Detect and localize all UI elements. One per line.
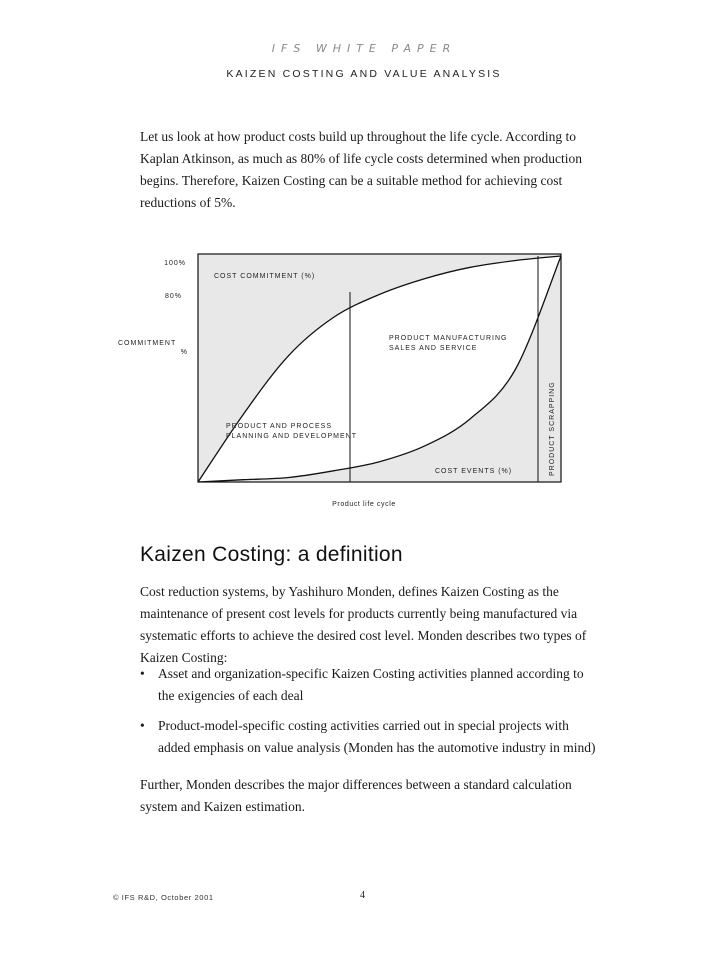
label-planning-line2: PLANNING AND DEVELOPMENT <box>226 433 357 440</box>
life-cycle-chart <box>118 244 588 514</box>
label-manufacturing-line1: PRODUCT MANUFACTURING <box>389 335 508 342</box>
page-number: 4 <box>360 890 365 901</box>
list-item <box>140 715 600 759</box>
x-axis-label: Product life cycle <box>332 501 396 508</box>
label-product-scrapping: PRODUCT SCRAPPING <box>549 381 556 476</box>
y-tick-80: 80% <box>164 293 182 300</box>
y-axis-label-line2: % <box>180 349 188 356</box>
label-planning-line1: PRODUCT AND PROCESS <box>226 423 332 430</box>
y-tick-100: 100% <box>164 260 186 267</box>
label-cost-events: COST EVENTS (%) <box>435 468 513 475</box>
y-axis-label-line1: COMMITMENT <box>118 340 177 347</box>
footer-copyright: © IFS R&D, October 2001 <box>113 893 214 902</box>
intro-paragraph: Let us look at how product costs build up throughout the life cycle. According to Kaplan Atkinson, as much as 80% of life cycle costs determined when production begins. Therefore, Kaizen Costing can be a suitable method for achieving cost reductions of 5%. <box>140 129 583 210</box>
section-heading: Kaizen Costing: a definition <box>140 543 403 566</box>
further-paragraph: Further, Monden describes the major differences between a standard calculation system and Kaizen estimation. <box>140 777 572 814</box>
list-item <box>140 663 600 707</box>
bullet-icon: • <box>140 666 145 681</box>
label-manufacturing-line2: SALES AND SERVICE <box>389 345 478 352</box>
bullet-icon: • <box>140 718 145 733</box>
chart-svg <box>118 244 588 514</box>
bullet-text: Asset and organization-specific Kaizen Costing activities planned according to the exigencies of each deal <box>158 666 584 703</box>
bullet-text: Product-model-specific costing activities carried out in special projects with added emphasis on value analysis (Monden has the automotive industry in mind) <box>158 718 596 755</box>
header-title: KAIZEN COSTING AND VALUE ANALYSIS <box>226 68 502 80</box>
bullet-list <box>140 663 600 767</box>
definition-paragraph: Cost reduction systems, by Yashihuro Monden, defines Kaizen Costing as the maintenance of present cost levels for products currently being manufactured via systematic efforts to achieve the desired cost level. Monden describes two types of Kaizen Costing: <box>140 584 587 665</box>
label-cost-commitment: COST COMMITMENT (%) <box>214 273 316 280</box>
header-brand: IFS WHITE PAPER <box>271 42 457 55</box>
